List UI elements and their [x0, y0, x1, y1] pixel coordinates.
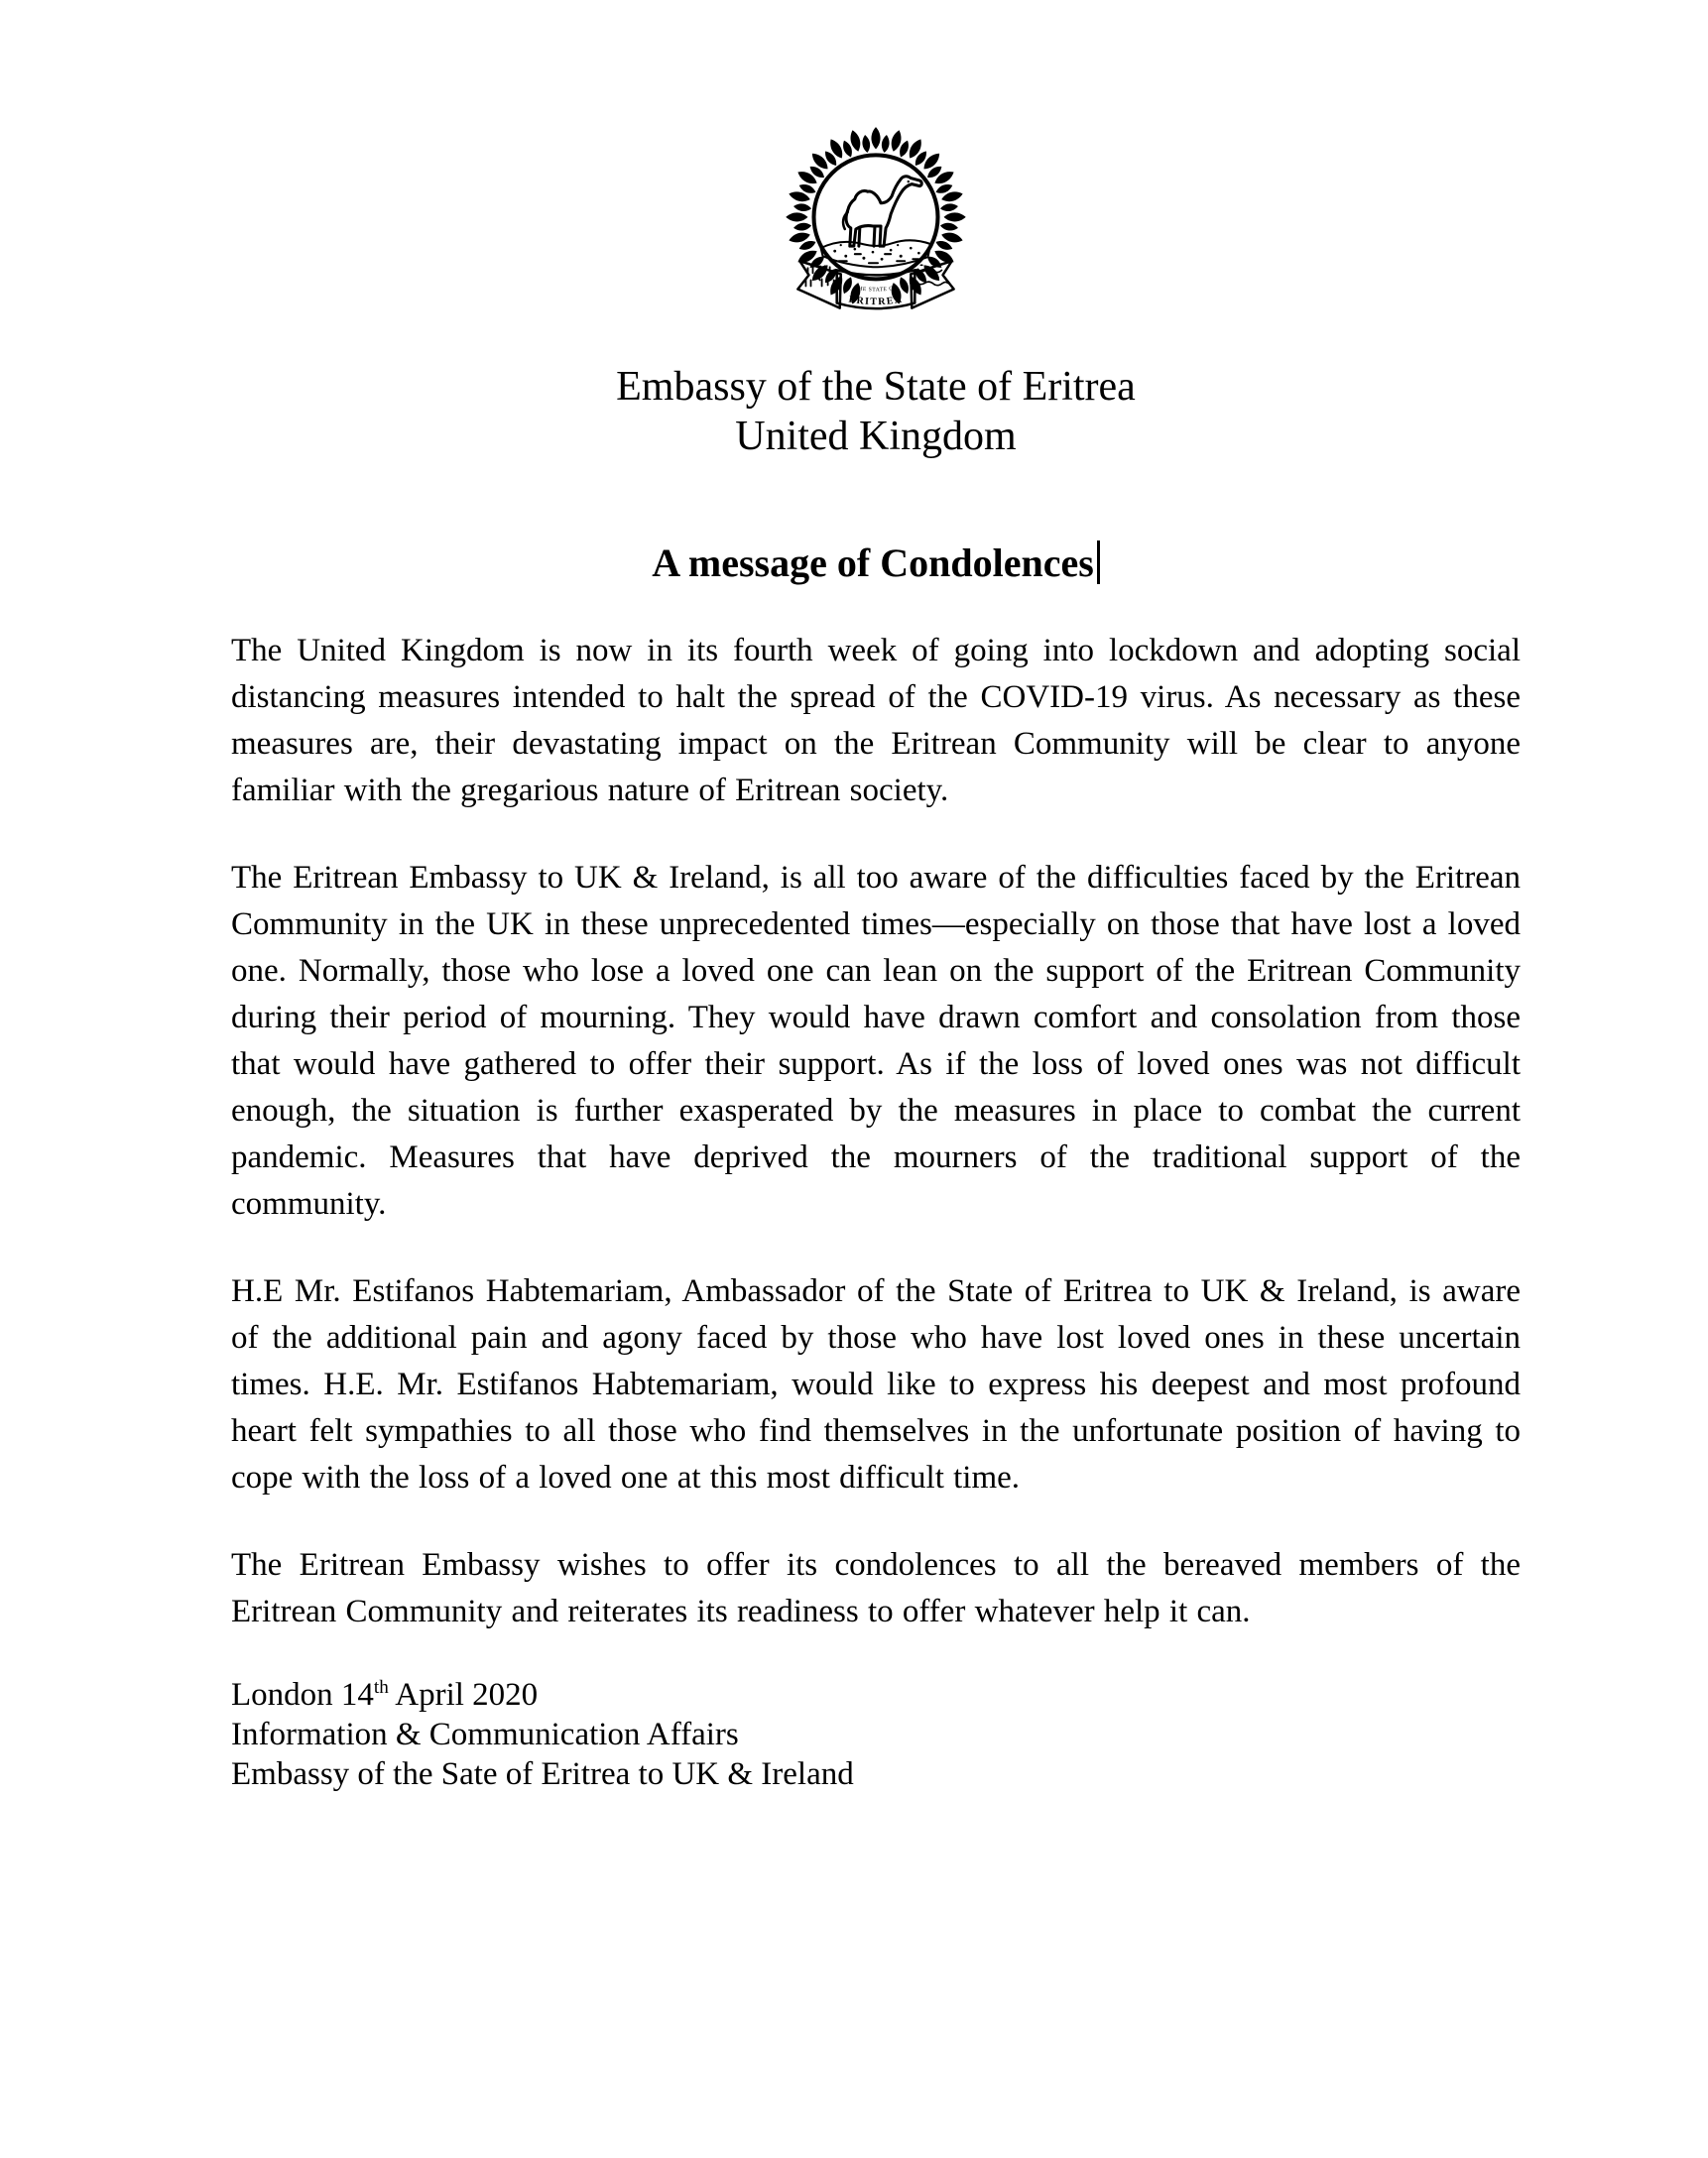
letterhead	[231, 0, 1521, 461]
letter-content	[231, 0, 1521, 1794]
date-ordinal: th	[373, 1677, 389, 1698]
signoff-embassy[interactable]: Embassy of the Sate of Eritrea to UK & Ireland	[231, 1756, 854, 1792]
letter-title[interactable]	[231, 540, 1521, 587]
embassy-country: United Kingdom	[735, 414, 1017, 459]
paragraph-condolences[interactable]: The Eritrean Embassy wishes to offer its condolences to all the bereaved members of the Eritrean Community and reiterates its readiness to offer whatever help it can.	[231, 1547, 1521, 1629]
banner-text-eritrea: ERITREA	[847, 294, 905, 308]
text-insertion-caret	[1097, 540, 1100, 584]
paragraph-lockdown[interactable]: The United Kingdom is now in its fourth week of going into lockdown and adopting social distancing measures intended to halt the spread of the COVID-19 virus. As necessary as these measures are, their devastating impact on the Eritrean Community will be clear to anyone familiar with the gregarious nature of Eritrean society.	[231, 633, 1521, 808]
banner-text-small: THE STATE OF	[854, 285, 898, 294]
date-city: London 14	[231, 1677, 374, 1713]
signoff-department[interactable]: Information & Communication Affairs	[231, 1717, 739, 1752]
eritrea-emblem-icon	[751, 117, 1001, 343]
date-line[interactable]	[231, 1675, 1521, 1715]
paragraph-community-impact[interactable]: The Eritrean Embassy to UK & Ireland, is all too aware of the difficulties faced by the Eritrean Community in the UK in these unprecedented times—especially on those that have lost a loved one. Normally, those who lose a loved one can lean on the support of the Eritrean Community during their period of mourning. They would have drawn comfort and consolation from those that would have gathered to offer their support. As if the loss of loved ones was not difficult enough, the situation is further exasperated by the measures in place to combat the current pandemic. Measures that have deprived the mourners of the traditional support of the community.	[231, 860, 1521, 1222]
embassy-name-line	[231, 362, 1521, 461]
letter-title-text[interactable]: A message of Condolences	[652, 540, 1094, 585]
date-rest: April 2020	[388, 1677, 539, 1713]
letter-body	[231, 628, 1521, 1635]
signoff-block	[231, 1675, 1521, 1794]
paragraph-ambassador[interactable]: H.E Mr. Estifanos Habtemariam, Ambassador of the State of Eritrea to UK & Ireland, is aware of the additional pain and agony faced by those who have lost loved ones in these uncertain times. H.E. Mr. Estifanos Habtemariam, would like to express his deepest and most profound heart felt sympathies to all those who find themselves in the unfortunate position of having to cope with the loss of a loved one at this most difficult time.	[231, 1273, 1521, 1496]
embassy-name: Embassy of the State of Eritrea	[616, 364, 1136, 410]
